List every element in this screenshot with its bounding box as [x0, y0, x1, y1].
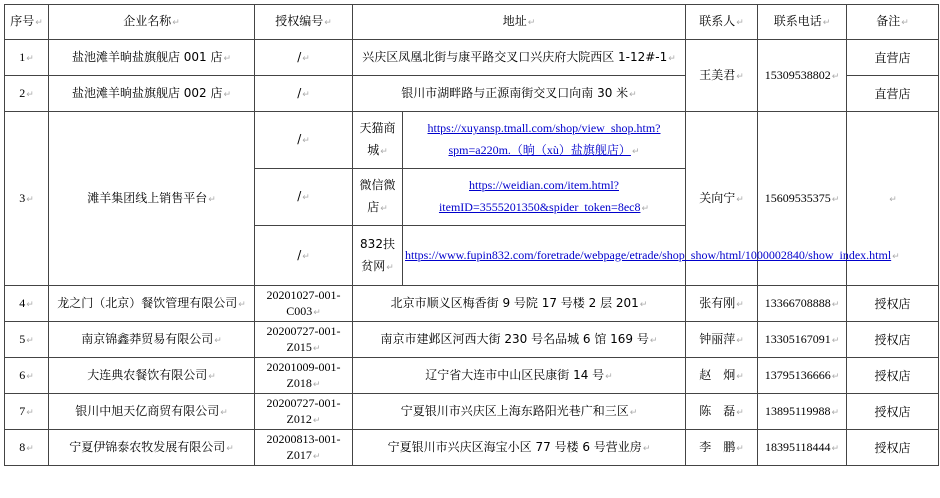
auth-code: 20200813-001-Z017↵: [255, 430, 353, 466]
contact-cell: 李 鹏↵: [686, 430, 758, 466]
table-row: [5, 322, 939, 358]
contact-cell: 钟丽萍↵: [686, 322, 758, 358]
seq-cell: 3↵: [5, 112, 49, 286]
company-name: 银川中旭天亿商贸有限公司↵: [49, 394, 255, 430]
note-cell: 直营店: [847, 40, 939, 76]
company-name: 南京锦鑫莽贸易有限公司↵: [49, 322, 255, 358]
auth-code: /↵: [255, 112, 353, 169]
auth-code: 20201027-001-C003↵: [255, 286, 353, 322]
auth-code: /↵: [255, 169, 353, 226]
auth-code: /↵: [255, 40, 353, 76]
seq-cell: 8↵: [5, 430, 49, 466]
company-name: 盐池滩羊晌盐旗舰店 001 店↵: [49, 40, 255, 76]
header-note: 备注↵: [847, 5, 939, 40]
contact-cell: 陈 磊↵: [686, 394, 758, 430]
table-row: [5, 358, 939, 394]
shop-url-link[interactable]: https://weidian.com/item.html?itemID=3555201350&spider_token=8ec8: [438, 178, 641, 214]
shop-url-cell[interactable]: https://www.fupin832.com/foretrade/webpage/etrade/shop_show/html/1000002840/show_index.html↵: [403, 226, 686, 286]
phone-cell: 13895119988↵: [758, 394, 847, 430]
note-cell: 直营店: [847, 76, 939, 112]
table-row: [5, 430, 939, 466]
address-cell: 辽宁省大连市中山区民康街 14 号↵: [353, 358, 686, 394]
table-row: [5, 112, 939, 169]
phone-cell: 13366708888↵: [758, 286, 847, 322]
seq-cell: 6↵: [5, 358, 49, 394]
note-cell: ↵: [847, 112, 939, 286]
header-auth: 授权编号↵: [255, 5, 353, 40]
address-cell: 南京市建邺区河西大街 230 号名品城 6 馆 169 号↵: [353, 322, 686, 358]
header-contact: 联系人↵: [686, 5, 758, 40]
company-name: 盐池滩羊晌盐旗舰店 002 店↵: [49, 76, 255, 112]
seq-cell: 2↵: [5, 76, 49, 112]
address-cell: 银川市湖畔路与正源南街交叉口向南 30 米↵: [353, 76, 686, 112]
table-row: [5, 394, 939, 430]
table-row: [5, 286, 939, 322]
contact-cell: 关向宁↵: [686, 112, 758, 286]
address-cell: 兴庆区凤凰北街与康平路交叉口兴庆府大院西区 1-12#-1↵: [353, 40, 686, 76]
auth-code: /↵: [255, 76, 353, 112]
auth-code: 20200727-001-Z012↵: [255, 394, 353, 430]
phone-cell: 15609535375↵: [758, 112, 847, 286]
header-name: 企业名称↵: [49, 5, 255, 40]
seq-cell: 7↵: [5, 394, 49, 430]
address-cell: 北京市顺义区梅香街 9 号院 17 号楼 2 层 201↵: [353, 286, 686, 322]
shop-url-link[interactable]: https://www.fupin832.com/foretrade/webpage/etrade/shop_show/html/1000002840/show_index.html: [405, 247, 892, 262]
phone-cell: 13305167091↵: [758, 322, 847, 358]
contact-cell: 王美君↵: [686, 40, 758, 112]
platform-name: 天猫商城↵: [353, 112, 403, 169]
phone-cell: 13795136666↵: [758, 358, 847, 394]
phone-cell: 15309538802↵: [758, 40, 847, 112]
note-cell: 授权店: [847, 286, 939, 322]
contact-cell: 张有刚↵: [686, 286, 758, 322]
note-cell: 授权店: [847, 430, 939, 466]
address-cell: 宁夏银川市兴庆区海宝小区 77 号楼 6 号营业房↵: [353, 430, 686, 466]
auth-code: 20200727-001-Z015↵: [255, 322, 353, 358]
phone-cell: 18395118444↵: [758, 430, 847, 466]
contact-cell: 赵 炯↵: [686, 358, 758, 394]
header-row: [5, 5, 939, 40]
store-table: [4, 4, 939, 466]
platform-name: 832扶贫网↵: [353, 226, 403, 286]
address-cell: 宁夏银川市兴庆区上海东路阳光巷广和三区↵: [353, 394, 686, 430]
header-seq: 序号↵: [5, 5, 49, 40]
note-cell: 授权店: [847, 322, 939, 358]
header-address: 地址↵: [353, 5, 686, 40]
note-cell: 授权店: [847, 358, 939, 394]
shop-url-link[interactable]: https://xuyansp.tmall.com/shop/view_shop.htm?spm=a220m.（晌（xù）盐旗舰店）: [427, 121, 661, 157]
seq-cell: 5↵: [5, 322, 49, 358]
company-name: 龙之门（北京）餐饮管理有限公司↵: [49, 286, 255, 322]
company-name: 宁夏伊锦泰农牧发展有限公司↵: [49, 430, 255, 466]
company-name: 滩羊集团线上销售平台↵: [49, 112, 255, 286]
table-row: [5, 40, 939, 76]
header-phone: 联系电话↵: [758, 5, 847, 40]
platform-name: 微信微店↵: [353, 169, 403, 226]
seq-cell: 1↵: [5, 40, 49, 76]
shop-url-cell[interactable]: https://weidian.com/item.html?itemID=3555201350&spider_token=8ec8↵: [403, 169, 686, 226]
seq-cell: 4↵: [5, 286, 49, 322]
shop-url-cell[interactable]: https://xuyansp.tmall.com/shop/view_shop.htm?spm=a220m.（晌（xù）盐旗舰店）↵: [403, 112, 686, 169]
note-cell: 授权店: [847, 394, 939, 430]
auth-code: 20201009-001-Z018↵: [255, 358, 353, 394]
company-name: 大连典农餐饮有限公司↵: [49, 358, 255, 394]
auth-code: /↵: [255, 226, 353, 286]
